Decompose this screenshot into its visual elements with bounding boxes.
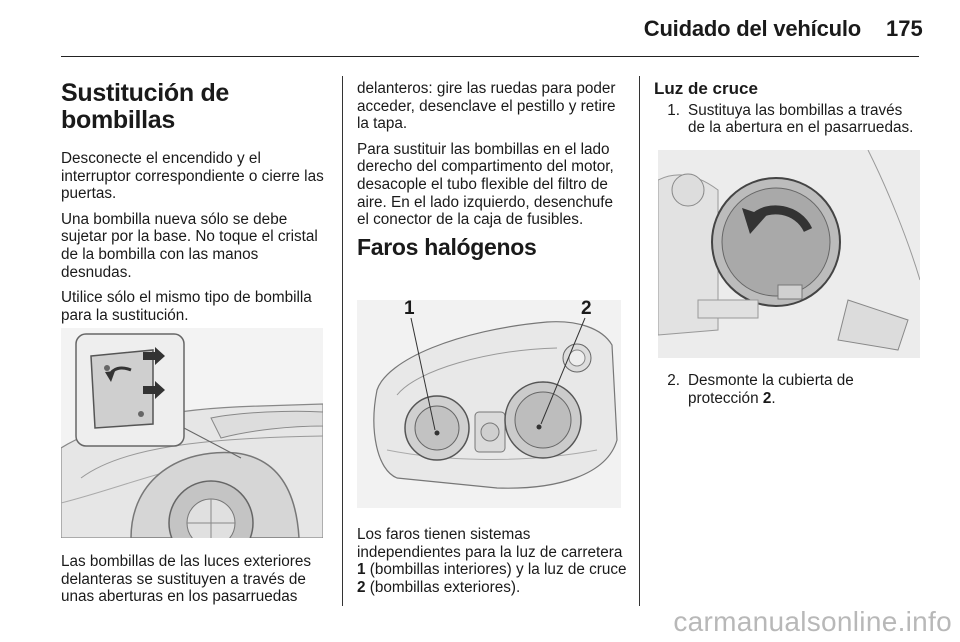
step-number: 1. bbox=[667, 101, 680, 119]
text-run: Los faros tienen sistemas independientes para la luz de carretera bbox=[357, 526, 623, 561]
headlamp-illustration bbox=[357, 300, 621, 508]
text-run: . bbox=[771, 389, 776, 407]
paragraph: Una bombilla nueva sólo se debe sujetar por la base. No toque el cristal de la bombilla con las manos desnudas. bbox=[61, 210, 318, 281]
wheel-arch-cover-illustration bbox=[658, 150, 920, 358]
steps-list-b bbox=[654, 372, 920, 407]
paragraph: Las bombillas de las luces exteriores delanteras se sustituyen a través de unas aberturas en los pasarruedas bbox=[61, 553, 311, 606]
subsection-title: Luz de cruce bbox=[654, 79, 758, 98]
paragraph: Para sustituir las bombillas en el lado derecho del compartimento del motor, desacople el tubo flexible del filtro de aire. En el lado izquierdo, desenchufe el conector de la caja de fusibles. bbox=[357, 140, 614, 229]
column-divider-1 bbox=[342, 76, 343, 606]
paragraph bbox=[357, 526, 629, 596]
text-run: Desmonte la cubierta de protección bbox=[688, 372, 854, 407]
header-rule bbox=[61, 56, 919, 57]
figure-label-2: 2 bbox=[581, 300, 592, 319]
column-1-continued bbox=[61, 553, 331, 614]
page-number: 175 bbox=[886, 16, 923, 41]
text-run: (bombillas interiores) y la luz de cruce bbox=[365, 561, 627, 579]
list-item bbox=[654, 372, 920, 407]
step-number: 2. bbox=[667, 372, 680, 389]
column-1 bbox=[61, 80, 331, 332]
column-3-continued bbox=[654, 372, 920, 407]
step-text: Sustituya las bombillas a través de la abertura en el pasarruedas. bbox=[688, 101, 914, 137]
column-2-continued bbox=[357, 526, 629, 604]
text-run: (bombillas exteriores). bbox=[365, 578, 521, 596]
list-item bbox=[654, 102, 920, 137]
callout-1: 1 bbox=[357, 561, 366, 579]
column-2 bbox=[357, 80, 629, 274]
paragraph: Desconecte el encendido y el interruptor correspondiente o cierre las puertas. bbox=[61, 150, 324, 203]
steps-list-a bbox=[654, 102, 920, 137]
step-text bbox=[688, 372, 920, 407]
figure-label-1: 1 bbox=[404, 300, 415, 319]
callout-2: 2 bbox=[762, 389, 772, 407]
paragraph: delanteros: gire las ruedas para poder acceder, desenclave el pestillo y retire la tapa. bbox=[357, 80, 616, 133]
paragraph: Utilice sólo el mismo tipo de bombilla para la sustitución. bbox=[61, 289, 312, 324]
wheel-arch-illustration bbox=[61, 328, 323, 538]
column-3 bbox=[654, 80, 920, 137]
column-divider-2 bbox=[639, 76, 640, 606]
watermark: carmanualsonline.info bbox=[673, 606, 952, 637]
section-title: Sustitución de bombillas bbox=[61, 79, 230, 134]
subsection-title: Faros halógenos bbox=[357, 233, 537, 260]
callout-2: 2 bbox=[357, 578, 366, 596]
running-header-section: Cuidado del vehículo bbox=[643, 16, 861, 41]
